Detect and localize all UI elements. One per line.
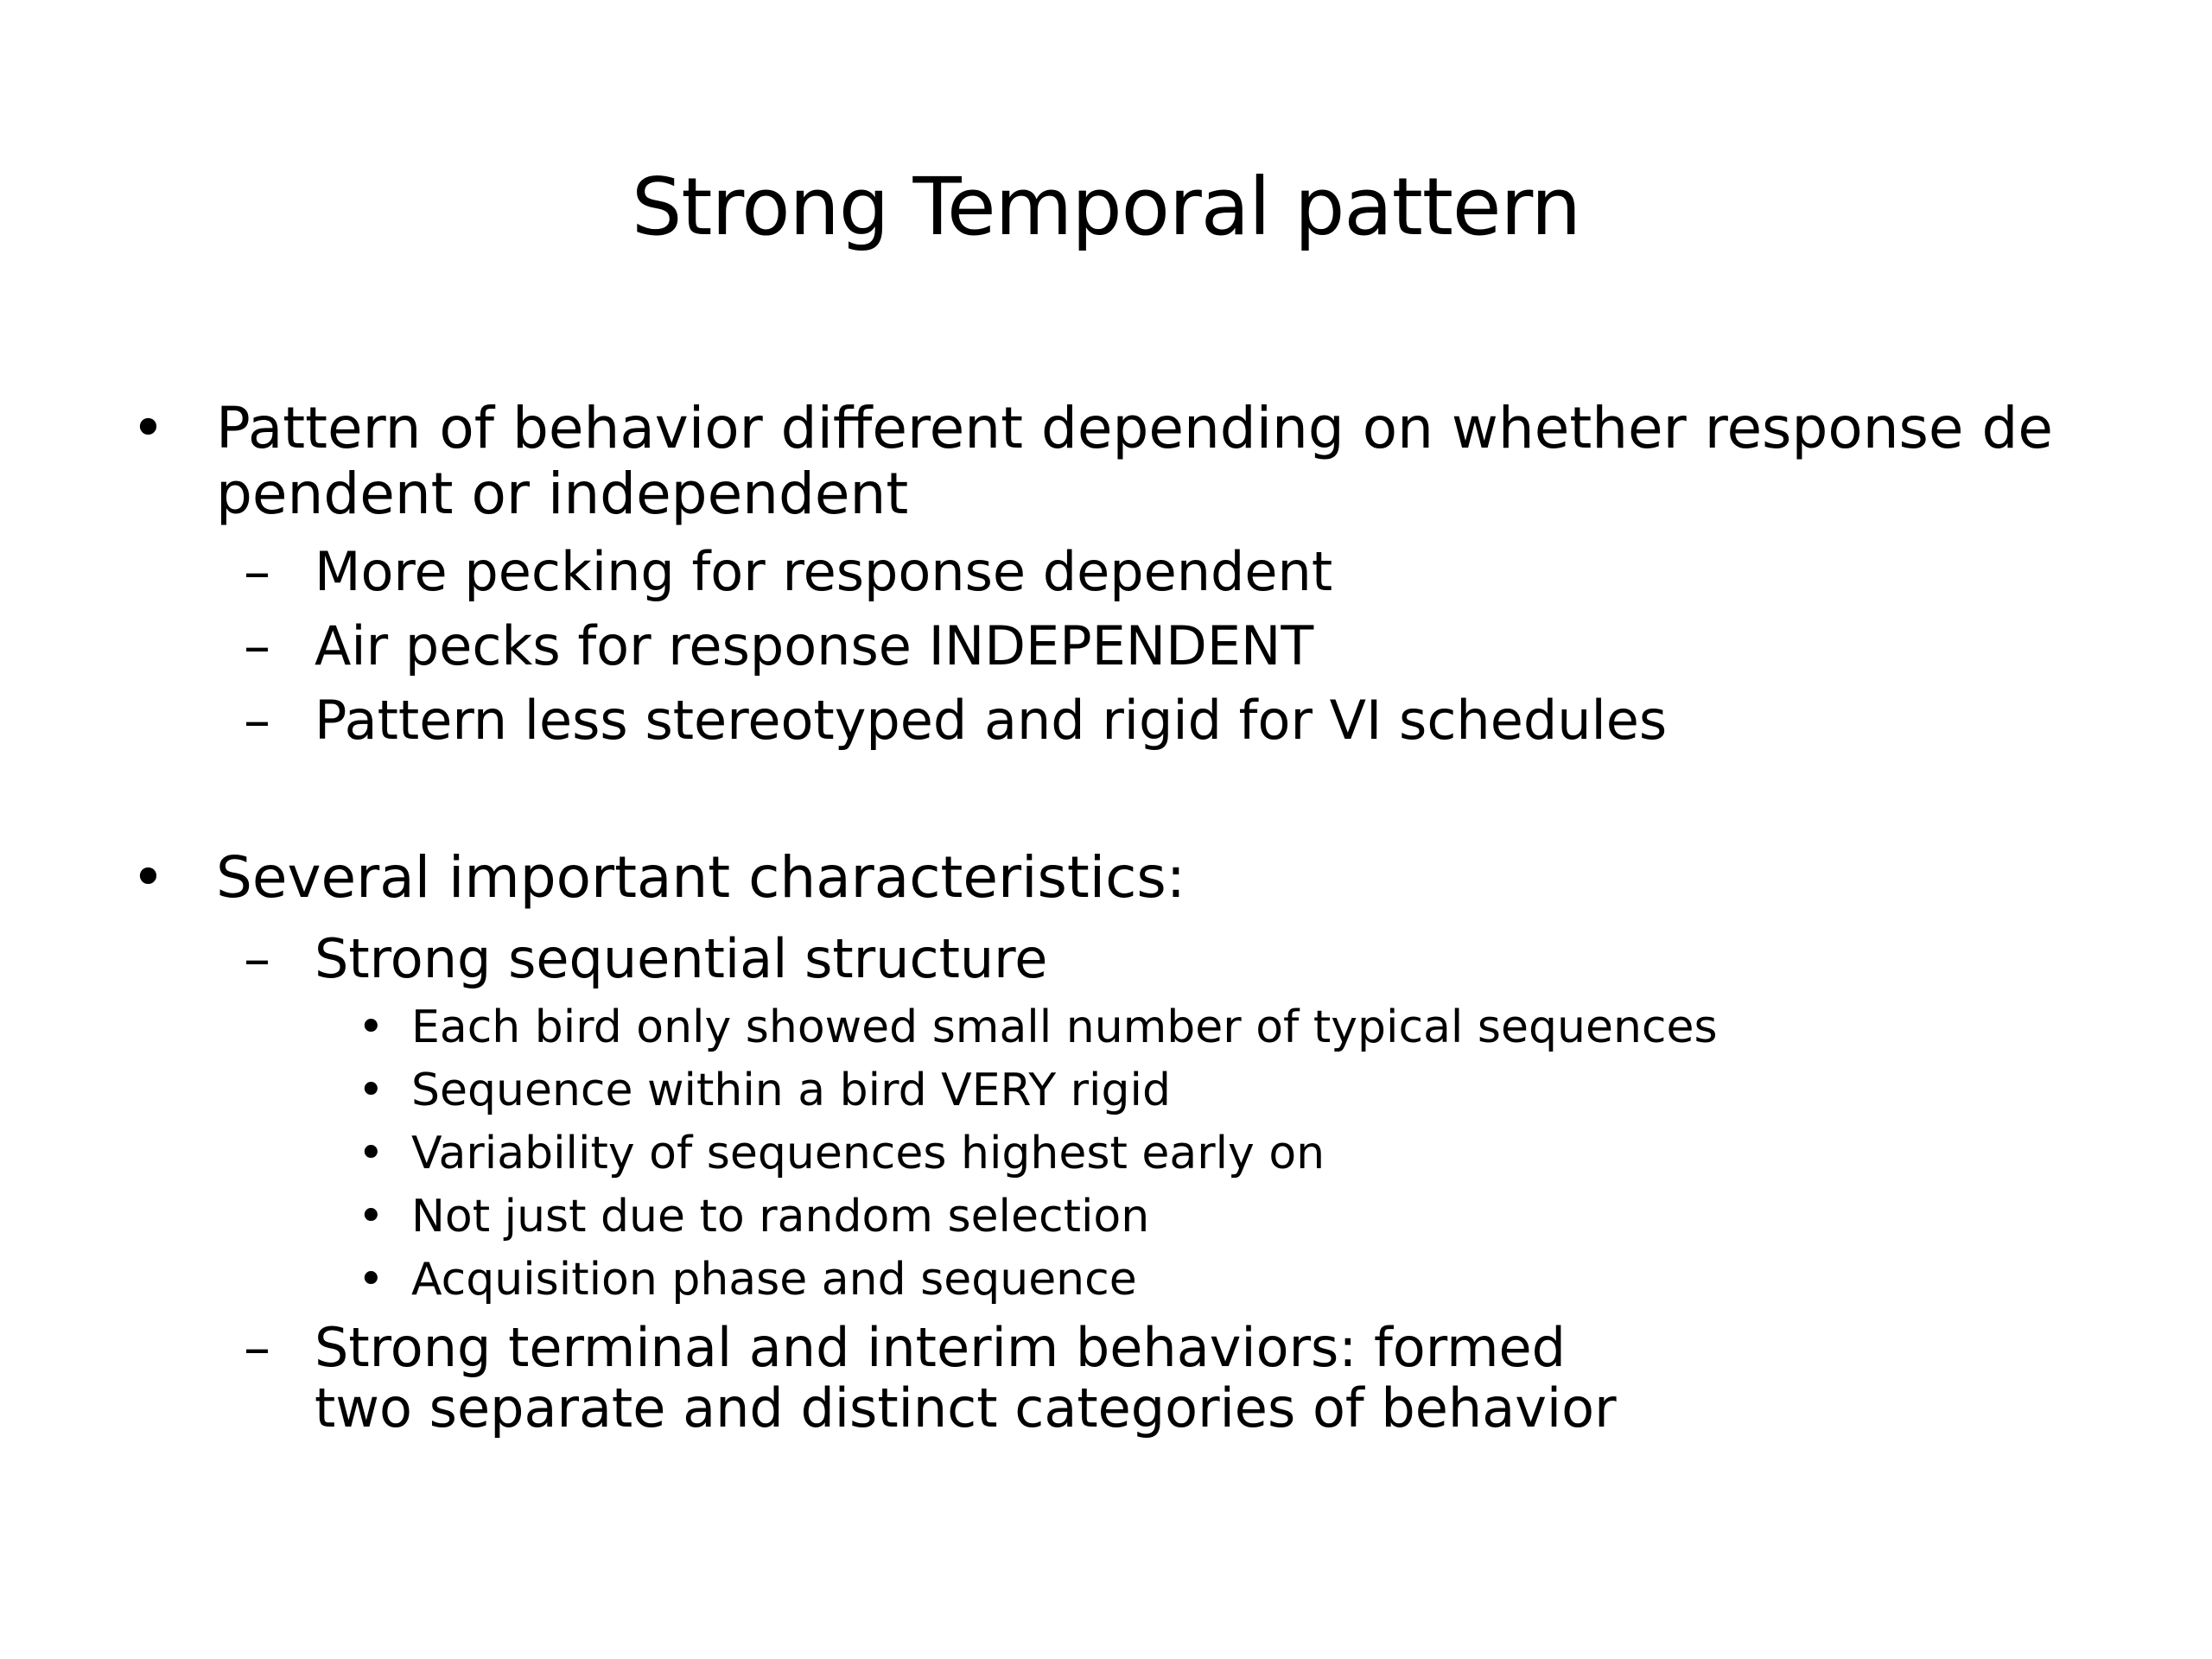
bullet-marker: • xyxy=(358,1191,385,1243)
sub-bullet-text: Pattern less stereotyped and rigid for VI schedules xyxy=(315,689,1668,752)
sub-bullet-text: More pecking for response dependent xyxy=(315,540,1333,603)
bullet-marker: • xyxy=(358,1065,385,1116)
sub-bullet-text: Strong sequential structure xyxy=(315,927,1048,990)
sub-sub-bullet-text: Each bird only showed small number of typical sequences xyxy=(411,1001,1718,1053)
dash-marker: – xyxy=(244,927,270,990)
bullet-marker: • xyxy=(358,1001,385,1053)
sub-sub-bullet-text: Variability of sequences highest early on xyxy=(411,1128,1325,1179)
dash-marker: – xyxy=(244,540,270,603)
slide-title: Strong Temporal pattern xyxy=(631,161,1581,253)
sub-bullet-text: two separate and distinct categories of behavior xyxy=(315,1376,1617,1440)
bullet-marker: • xyxy=(358,1254,385,1306)
sub-bullet-text: Air pecks for response INDEPENDENT xyxy=(315,614,1314,677)
bullet-text-line: Pattern of behavior different depending on whether response de xyxy=(216,395,2054,461)
sub-sub-bullet-text: Sequence within a bird VERY rigid xyxy=(411,1065,1171,1116)
bullet-marker: • xyxy=(131,844,165,911)
bullet-text-line: pendent or independent xyxy=(216,461,909,527)
sub-sub-bullet-text: Not just due to random selection xyxy=(411,1191,1150,1243)
bullet-marker: • xyxy=(358,1128,385,1179)
dash-marker: – xyxy=(244,614,270,677)
bullet-marker: • xyxy=(131,395,165,461)
sub-bullet-text: Strong terminal and interim behaviors: formed xyxy=(315,1316,1567,1379)
bullet-text-line: Several important characteristics: xyxy=(216,844,1185,911)
dash-marker: – xyxy=(244,1316,270,1379)
dash-marker: – xyxy=(244,689,270,752)
sub-sub-bullet-text: Acquisition phase and sequence xyxy=(411,1254,1137,1306)
